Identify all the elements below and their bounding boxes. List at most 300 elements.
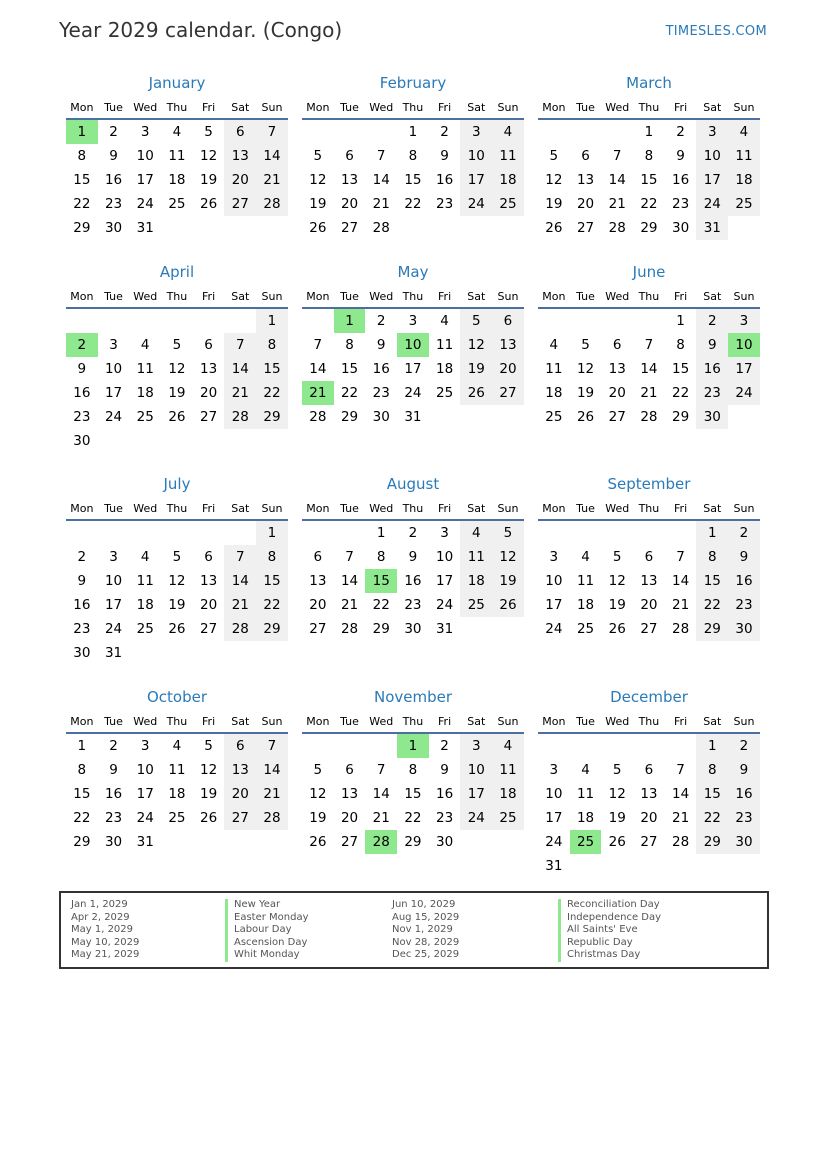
day-cell: 15 <box>640 172 658 188</box>
weekday-label: Sat <box>703 714 722 728</box>
day-empty <box>633 854 665 878</box>
day-cell: 12 <box>168 573 186 589</box>
week-row <box>66 357 288 381</box>
weekday-label: Sat <box>703 100 722 114</box>
weekday-label: Mon <box>542 100 566 114</box>
weekday-header <box>66 710 288 734</box>
month-title: November <box>373 688 453 706</box>
day-cell: 31 <box>545 858 563 874</box>
holiday-legend <box>59 891 769 969</box>
week-row <box>302 569 524 593</box>
legend-holiday-name: All Saints' Eve <box>558 924 661 937</box>
day-cell: 21 <box>372 196 390 212</box>
day-cell: 5 <box>549 148 559 164</box>
day-cell: 27 <box>224 806 256 830</box>
week-row <box>302 144 524 168</box>
day-cell: 23 <box>73 621 91 637</box>
weekday-label: Mon <box>306 714 330 728</box>
weekday-header <box>66 285 288 309</box>
weekday-label: Thu <box>638 501 660 515</box>
month-title: April <box>159 263 195 281</box>
day-cell: 25 <box>168 810 186 826</box>
day-cell: 22 <box>340 385 359 401</box>
day-cell: 13 <box>640 573 658 589</box>
legend-dates-right <box>392 899 459 962</box>
day-cell: 20 <box>492 357 524 381</box>
weekday-label: Mon <box>70 501 94 515</box>
day-cell: 30 <box>672 220 690 236</box>
day-cell: 2 <box>676 124 685 140</box>
weekday-label: Thu <box>402 501 424 515</box>
week-row <box>302 734 524 758</box>
day-empty <box>570 734 602 758</box>
day-empty <box>224 521 256 545</box>
day-cell: 10 <box>136 148 154 164</box>
day-cell: 20 <box>200 385 218 401</box>
day-cell: 16 <box>104 172 123 188</box>
day-cell: 13 <box>340 786 359 802</box>
day-empty <box>224 429 256 453</box>
weekday-label: Sun <box>733 100 755 114</box>
week-row <box>66 168 288 192</box>
weekday-header <box>302 710 524 734</box>
day-empty <box>129 309 161 333</box>
day-cell: 8 <box>408 762 418 778</box>
weekday-label: Tue <box>576 289 595 303</box>
day-empty <box>193 830 225 854</box>
day-empty <box>224 309 256 333</box>
weekday-label: Thu <box>638 289 660 303</box>
day-cell: 1 <box>376 525 386 541</box>
day-cell: 15 <box>404 786 422 802</box>
day-cell: 11 <box>168 148 186 164</box>
day-cell: 26 <box>309 220 327 236</box>
weekday-label: Tue <box>104 100 123 114</box>
day-cell: 16 <box>696 357 728 381</box>
day-cell: 21 <box>672 597 690 613</box>
day-cell: 24 <box>436 597 454 613</box>
day-cell: 22 <box>73 196 91 212</box>
day-cell: 6 <box>612 337 622 353</box>
day-cell: 4 <box>492 120 524 144</box>
day-empty <box>728 854 760 878</box>
day-cell: 3 <box>549 549 559 565</box>
day-cell: 23 <box>436 810 454 826</box>
legend-date: Jun 10, 2029 <box>392 899 456 910</box>
day-cell: 17 <box>728 357 760 381</box>
legend-date: Apr 2, 2029 <box>71 911 130 923</box>
legend-holiday-name: New Year <box>225 899 309 912</box>
weekday-header <box>538 710 760 734</box>
day-empty <box>193 216 225 240</box>
day-cell: 16 <box>104 786 123 802</box>
day-cell: 8 <box>676 337 685 353</box>
week-row <box>66 381 288 405</box>
day-cell-holiday: 1 <box>397 734 429 758</box>
day-cell: 15 <box>696 569 728 593</box>
weekday-label: Tue <box>104 714 123 728</box>
weekday-label: Wed <box>133 714 158 728</box>
day-cell: 6 <box>204 549 213 565</box>
week-row <box>302 830 524 854</box>
day-cell: 13 <box>608 361 626 377</box>
day-cell: 24 <box>696 192 728 216</box>
day-cell: 22 <box>672 385 690 401</box>
day-cell: 16 <box>372 361 390 377</box>
day-cell: 9 <box>109 148 118 164</box>
month-title: January <box>148 74 206 92</box>
weekday-label: Sun <box>261 289 283 303</box>
weekday-label: Thu <box>638 714 660 728</box>
day-cell: 23 <box>672 196 690 212</box>
day-cell: 17 <box>104 385 123 401</box>
day-cell: 24 <box>460 192 492 216</box>
day-cell: 6 <box>224 120 256 144</box>
day-cell: 7 <box>676 549 685 565</box>
day-cell: 18 <box>545 385 563 401</box>
week-row <box>66 333 288 357</box>
day-cell: 9 <box>77 573 87 589</box>
day-cell: 22 <box>696 593 728 617</box>
weekday-label: Mon <box>542 501 566 515</box>
week-row <box>66 734 288 758</box>
legend-holiday-name: Republic Day <box>558 937 661 950</box>
day-cell: 4 <box>440 313 449 329</box>
weekday-label: Wed <box>605 100 630 114</box>
weekday-label: Sat <box>231 100 250 114</box>
day-cell: 4 <box>492 734 524 758</box>
page-title: Year 2029 calendar. (Congo) <box>59 18 343 42</box>
day-empty <box>728 405 760 429</box>
day-empty <box>161 429 193 453</box>
day-cell: 12 <box>608 573 626 589</box>
day-cell: 12 <box>492 545 524 569</box>
day-cell: 29 <box>73 220 91 236</box>
day-cell: 7 <box>224 545 256 569</box>
day-cell: 9 <box>376 337 386 353</box>
day-cell: 21 <box>224 593 256 617</box>
month-july <box>66 471 288 665</box>
day-empty <box>492 617 524 641</box>
day-cell: 16 <box>728 569 760 593</box>
day-empty <box>538 309 570 333</box>
day-cell: 2 <box>376 313 386 329</box>
week-row <box>538 593 760 617</box>
day-cell: 2 <box>728 521 760 545</box>
day-cell: 11 <box>576 573 595 589</box>
day-cell: 16 <box>436 786 454 802</box>
day-cell: 12 <box>200 148 218 164</box>
day-cell: 30 <box>436 834 454 850</box>
day-cell: 27 <box>309 621 327 637</box>
day-cell: 15 <box>404 172 422 188</box>
week-row <box>302 782 524 806</box>
weekday-label: Fri <box>674 501 688 515</box>
day-cell: 31 <box>436 621 454 637</box>
day-cell: 14 <box>256 758 288 782</box>
weekday-label: Sat <box>467 714 486 728</box>
week-row <box>302 333 524 357</box>
day-cell: 18 <box>460 569 492 593</box>
day-cell: 11 <box>460 545 492 569</box>
day-cell: 8 <box>256 333 288 357</box>
day-cell: 13 <box>200 361 218 377</box>
day-empty <box>193 309 225 333</box>
day-cell: 6 <box>345 148 354 164</box>
day-empty <box>492 216 524 240</box>
day-cell: 1 <box>256 521 288 545</box>
month-december <box>538 684 760 878</box>
day-cell: 26 <box>608 621 626 637</box>
day-cell: 2 <box>440 738 449 754</box>
day-cell: 13 <box>224 758 256 782</box>
day-cell: 12 <box>576 361 595 377</box>
weekday-label: Tue <box>340 714 359 728</box>
day-cell: 11 <box>168 762 186 778</box>
day-cell: 17 <box>460 782 492 806</box>
day-cell: 28 <box>224 617 256 641</box>
weekday-label: Wed <box>369 501 394 515</box>
day-cell: 3 <box>140 738 150 754</box>
week-row <box>302 120 524 144</box>
day-cell: 15 <box>256 569 288 593</box>
day-cell: 17 <box>136 786 154 802</box>
day-cell: 14 <box>256 144 288 168</box>
day-cell: 18 <box>492 782 524 806</box>
day-cell: 8 <box>256 545 288 569</box>
day-empty <box>193 429 225 453</box>
day-cell: 22 <box>73 810 91 826</box>
week-row <box>302 381 524 405</box>
day-cell: 14 <box>372 786 390 802</box>
day-cell: 1 <box>408 124 418 140</box>
weekday-label: Fri <box>202 100 216 114</box>
day-cell: 23 <box>104 196 123 212</box>
day-cell: 30 <box>73 433 91 449</box>
day-empty <box>256 641 288 665</box>
day-cell: 28 <box>608 220 626 236</box>
day-cell: 2 <box>77 549 87 565</box>
weekday-label: Fri <box>202 714 216 728</box>
day-cell: 13 <box>576 172 595 188</box>
day-cell: 13 <box>340 172 359 188</box>
week-row <box>538 617 760 641</box>
day-cell: 18 <box>136 597 154 613</box>
day-cell: 1 <box>644 124 654 140</box>
day-cell: 21 <box>672 810 690 826</box>
day-cell: 28 <box>340 621 359 637</box>
day-cell: 19 <box>608 810 626 826</box>
day-cell: 10 <box>104 573 123 589</box>
day-empty <box>334 521 366 545</box>
day-cell: 20 <box>200 597 218 613</box>
day-cell: 20 <box>576 196 595 212</box>
day-empty <box>492 830 524 854</box>
day-cell: 31 <box>404 409 422 425</box>
day-cell: 29 <box>256 405 288 429</box>
day-cell: 17 <box>436 573 454 589</box>
month-june <box>538 259 760 429</box>
day-cell: 21 <box>608 196 626 212</box>
day-cell: 11 <box>728 144 760 168</box>
day-cell: 17 <box>460 168 492 192</box>
day-cell: 14 <box>309 361 327 377</box>
day-cell: 14 <box>340 573 359 589</box>
weekday-label: Wed <box>369 714 394 728</box>
weekday-label: Wed <box>605 501 630 515</box>
week-row <box>538 333 760 357</box>
week-row <box>66 521 288 545</box>
day-cell: 19 <box>545 196 563 212</box>
week-row <box>66 593 288 617</box>
day-cell: 14 <box>608 172 626 188</box>
day-cell: 18 <box>728 168 760 192</box>
day-cell: 16 <box>672 172 690 188</box>
week-row <box>302 309 524 333</box>
legend-date: Nov 28, 2029 <box>392 936 460 948</box>
week-row <box>538 854 760 878</box>
day-cell-holiday: 10 <box>397 333 429 357</box>
day-empty <box>633 521 665 545</box>
day-cell: 5 <box>313 148 323 164</box>
week-row <box>538 545 760 569</box>
day-cell: 26 <box>492 593 524 617</box>
day-empty <box>161 641 193 665</box>
day-cell: 24 <box>728 381 760 405</box>
day-cell: 23 <box>728 593 760 617</box>
legend-holiday-name: Christmas Day <box>558 949 661 962</box>
day-cell: 3 <box>440 525 449 541</box>
day-cell: 25 <box>436 385 454 401</box>
day-cell: 25 <box>460 593 492 617</box>
day-cell: 18 <box>492 168 524 192</box>
day-cell: 10 <box>696 144 728 168</box>
day-cell: 25 <box>136 409 154 425</box>
weekday-label: Thu <box>402 100 424 114</box>
week-row <box>538 758 760 782</box>
day-cell: 20 <box>640 597 658 613</box>
week-row <box>302 405 524 429</box>
day-cell: 19 <box>309 196 327 212</box>
week-row <box>302 758 524 782</box>
legend-date: Nov 1, 2029 <box>392 924 453 935</box>
day-cell: 10 <box>460 144 492 168</box>
day-empty <box>601 734 633 758</box>
day-cell: 5 <box>204 124 213 140</box>
day-empty <box>538 521 570 545</box>
month-title: May <box>397 263 429 281</box>
day-cell: 8 <box>408 148 418 164</box>
day-cell: 13 <box>309 573 327 589</box>
weekday-label: Fri <box>438 100 452 114</box>
day-cell: 26 <box>200 196 218 212</box>
day-cell: 16 <box>404 573 422 589</box>
day-cell: 11 <box>492 758 524 782</box>
day-empty <box>302 734 334 758</box>
weekday-label: Sat <box>703 501 722 515</box>
day-cell: 2 <box>440 124 449 140</box>
site-link[interactable]: TIMESLES.COM <box>665 24 767 39</box>
week-row <box>66 545 288 569</box>
weekday-label: Mon <box>70 289 94 303</box>
day-cell: 6 <box>644 762 654 778</box>
day-cell: 26 <box>168 621 186 637</box>
day-empty <box>98 521 130 545</box>
day-cell: 3 <box>109 337 118 353</box>
day-cell: 29 <box>696 617 728 641</box>
week-row <box>66 192 288 216</box>
weekday-label: Wed <box>605 714 630 728</box>
day-cell: 9 <box>676 148 685 164</box>
day-cell: 12 <box>460 333 492 357</box>
day-empty <box>161 830 193 854</box>
day-empty <box>665 734 697 758</box>
day-cell: 7 <box>345 549 354 565</box>
day-empty <box>256 429 288 453</box>
day-cell: 24 <box>136 196 154 212</box>
day-cell: 20 <box>340 810 359 826</box>
day-cell: 25 <box>492 806 524 830</box>
day-cell-holiday: 15 <box>365 569 397 593</box>
week-row <box>66 806 288 830</box>
day-cell: 19 <box>200 786 218 802</box>
day-cell: 20 <box>340 196 359 212</box>
month-november <box>302 684 524 854</box>
day-cell: 16 <box>73 597 91 613</box>
day-cell: 24 <box>545 834 563 850</box>
weekday-label: Mon <box>70 100 94 114</box>
day-cell: 6 <box>313 549 323 565</box>
day-cell: 6 <box>224 734 256 758</box>
day-empty <box>66 521 98 545</box>
day-cell: 19 <box>460 357 492 381</box>
day-cell: 28 <box>224 405 256 429</box>
weekday-label: Sun <box>733 714 755 728</box>
day-cell: 22 <box>404 196 422 212</box>
weekday-label: Fri <box>674 100 688 114</box>
week-row <box>66 144 288 168</box>
day-cell: 17 <box>696 168 728 192</box>
day-cell: 24 <box>136 810 154 826</box>
month-january <box>66 70 288 240</box>
day-cell: 23 <box>728 806 760 830</box>
legend-date: May 21, 2029 <box>71 949 140 960</box>
day-empty <box>98 429 130 453</box>
day-cell: 26 <box>309 834 327 850</box>
day-cell: 20 <box>224 782 256 806</box>
week-row <box>538 216 760 240</box>
day-cell: 23 <box>104 810 123 826</box>
weekday-label: Mon <box>306 100 330 114</box>
weekday-header <box>66 497 288 521</box>
weekday-label: Thu <box>166 100 188 114</box>
day-cell: 21 <box>224 381 256 405</box>
day-cell: 6 <box>345 762 354 778</box>
week-row <box>66 120 288 144</box>
weekday-label: Sat <box>467 289 486 303</box>
day-cell: 5 <box>172 337 182 353</box>
week-row <box>538 521 760 545</box>
day-cell: 19 <box>492 569 524 593</box>
legend-date: Jan 1, 2029 <box>71 899 128 910</box>
weekday-label: Wed <box>133 100 158 114</box>
day-cell: 25 <box>728 192 760 216</box>
day-cell: 21 <box>340 597 359 613</box>
weekday-label: Mon <box>306 289 330 303</box>
month-october <box>66 684 288 854</box>
day-cell: 27 <box>576 220 595 236</box>
day-cell: 28 <box>672 621 690 637</box>
